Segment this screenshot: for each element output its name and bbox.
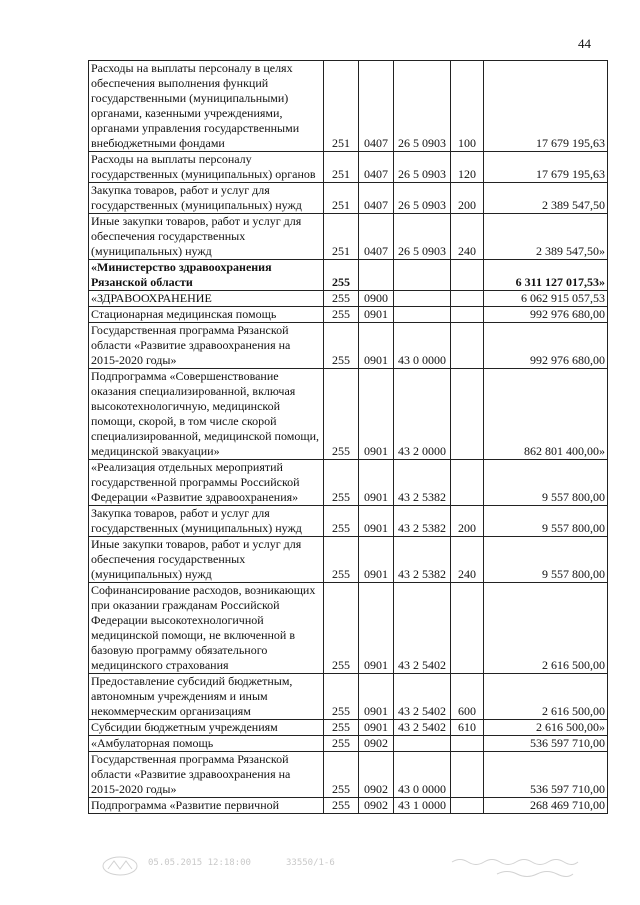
table-row <box>89 720 608 736</box>
footer-code: 33550/1-6 <box>286 858 335 868</box>
table-row <box>89 307 608 323</box>
section-code-cell: 0902 <box>359 798 394 814</box>
ministry-code-cell: 255 <box>324 260 359 291</box>
ministry-code-cell: 255 <box>324 752 359 798</box>
table-row <box>89 674 608 720</box>
table-row <box>89 183 608 214</box>
table-row <box>89 260 608 291</box>
row-name-cell: «Амбулаторная помощь <box>89 736 324 752</box>
section-code-cell: 0901 <box>359 674 394 720</box>
expense-type-cell <box>451 583 484 674</box>
ministry-code-cell: 251 <box>324 214 359 260</box>
ministry-code-cell: 255 <box>324 291 359 307</box>
amount-cell: 268 469 710,00 <box>484 798 608 814</box>
target-code-cell: 43 1 0000 <box>394 798 451 814</box>
row-name-cell: Стационарная медицинская помощь <box>89 307 324 323</box>
target-code-cell: 26 5 0903 <box>394 152 451 183</box>
expense-type-cell <box>451 798 484 814</box>
row-name-cell: «Министерство здравоохранения Рязанской области <box>89 260 324 291</box>
target-code-cell: 43 0 0000 <box>394 752 451 798</box>
ministry-code-cell: 255 <box>324 323 359 369</box>
table-row <box>89 583 608 674</box>
target-code-cell: 26 5 0903 <box>394 214 451 260</box>
section-code-cell <box>359 260 394 291</box>
amount-cell: 9 557 800,00 <box>484 537 608 583</box>
amount-cell: 17 679 195,63 <box>484 152 608 183</box>
target-code-cell <box>394 307 451 323</box>
expense-type-cell <box>451 291 484 307</box>
row-name-cell: Предоставление субсидий бюджетным, автономным учреждениям и иным некоммерческим организациям <box>89 674 324 720</box>
row-name-cell: Закупка товаров, работ и услуг для государственных (муниципальных) нужд <box>89 183 324 214</box>
section-code-cell: 0901 <box>359 369 394 460</box>
table-row <box>89 537 608 583</box>
row-name-cell: «Реализация отдельных мероприятий государственной программы Российской Федерации «Развитие здравоохранения» <box>89 460 324 506</box>
target-code-cell: 43 0 0000 <box>394 323 451 369</box>
ministry-code-cell: 251 <box>324 183 359 214</box>
row-name-cell: Иные закупки товаров, работ и услуг для обеспечения государственных (муниципальных) нужд <box>89 537 324 583</box>
expense-type-cell: 240 <box>451 214 484 260</box>
expense-type-cell <box>451 369 484 460</box>
section-code-cell: 0901 <box>359 583 394 674</box>
target-code-cell: 26 5 0903 <box>394 183 451 214</box>
target-code-cell <box>394 736 451 752</box>
row-name-cell: Подпрограмма «Развитие первичной <box>89 798 324 814</box>
amount-cell: 17 679 195,63 <box>484 61 608 152</box>
section-code-cell: 0901 <box>359 307 394 323</box>
row-name-cell: Закупка товаров, работ и услуг для государственных (муниципальных) нужд <box>89 506 324 537</box>
expense-type-cell: 240 <box>451 537 484 583</box>
amount-cell: 2 389 547,50 <box>484 183 608 214</box>
ministry-code-cell: 251 <box>324 61 359 152</box>
amount-cell: 536 597 710,00 <box>484 752 608 798</box>
table-row <box>89 736 608 752</box>
row-name-cell: Иные закупки товаров, работ и услуг для обеспечения государственных (муниципальных) нужд <box>89 214 324 260</box>
ministry-code-cell: 255 <box>324 583 359 674</box>
row-name-cell: «ЗДРАВООХРАНЕНИЕ <box>89 291 324 307</box>
table-row <box>89 291 608 307</box>
footer-date: 05.05.2015 12:18:00 <box>148 858 251 868</box>
table-row <box>89 214 608 260</box>
target-code-cell: 43 2 5382 <box>394 506 451 537</box>
expense-type-cell: 100 <box>451 61 484 152</box>
expense-type-cell: 120 <box>451 152 484 183</box>
table-row <box>89 323 608 369</box>
signature-mark-icon <box>495 868 575 881</box>
row-name-cell: Расходы на выплаты персоналу государственных (муниципальных) органов <box>89 152 324 183</box>
table-row <box>89 752 608 798</box>
target-code-cell <box>394 291 451 307</box>
amount-cell: 992 976 680,00 <box>484 323 608 369</box>
ministry-code-cell: 255 <box>324 369 359 460</box>
target-code-cell: 43 2 0000 <box>394 369 451 460</box>
expense-type-cell: 610 <box>451 720 484 736</box>
section-code-cell: 0902 <box>359 736 394 752</box>
section-code-cell: 0901 <box>359 537 394 583</box>
amount-cell: 6 311 127 017,53» <box>484 260 608 291</box>
target-code-cell <box>394 260 451 291</box>
target-code-cell: 43 2 5402 <box>394 583 451 674</box>
row-name-cell: Государственная программа Рязанской области «Развитие здравоохранения на 2015-2020 годы» <box>89 323 324 369</box>
expense-type-cell: 200 <box>451 183 484 214</box>
page-number: 44 <box>578 36 591 51</box>
section-code-cell: 0900 <box>359 291 394 307</box>
expense-type-cell <box>451 323 484 369</box>
expense-type-cell <box>451 752 484 798</box>
ministry-code-cell: 255 <box>324 460 359 506</box>
target-code-cell: 43 2 5402 <box>394 720 451 736</box>
section-code-cell: 0407 <box>359 183 394 214</box>
row-name-cell: Софинансирование расходов, возникающих при оказании гражданам Российской Федерации высокотехнологичной медицинской помощи, не включенной в базовую программу обязательного медицинского страхования <box>89 583 324 674</box>
target-code-cell: 43 2 5382 <box>394 460 451 506</box>
ministry-code-cell: 255 <box>324 537 359 583</box>
amount-cell: 536 597 710,00 <box>484 736 608 752</box>
expense-type-cell: 200 <box>451 506 484 537</box>
table-row <box>89 61 608 152</box>
row-name-cell: Субсидии бюджетным учреждениям <box>89 720 324 736</box>
amount-cell: 992 976 680,00 <box>484 307 608 323</box>
amount-cell: 2 389 547,50» <box>484 214 608 260</box>
ministry-code-cell: 255 <box>324 307 359 323</box>
table-row <box>89 369 608 460</box>
table-row <box>89 506 608 537</box>
section-code-cell: 0407 <box>359 152 394 183</box>
ministry-code-cell: 255 <box>324 736 359 752</box>
table-row <box>89 152 608 183</box>
target-code-cell: 43 2 5382 <box>394 537 451 583</box>
target-code-cell: 43 2 5402 <box>394 674 451 720</box>
expense-type-cell <box>451 260 484 291</box>
budget-table-body <box>89 61 608 814</box>
amount-cell: 9 557 800,00 <box>484 506 608 537</box>
footer-watermark <box>0 855 640 895</box>
section-code-cell: 0902 <box>359 752 394 798</box>
stamp-icon <box>100 855 140 880</box>
amount-cell: 9 557 800,00 <box>484 460 608 506</box>
target-code-cell: 26 5 0903 <box>394 61 451 152</box>
row-name-cell: Расходы на выплаты персоналу в целях обеспечения выполнения функций государственными (муниципальными) органами, казенными учреждениями, органами управления государственными внебюджетными фондами <box>89 61 324 152</box>
row-name-cell: Подпрограмма «Совершенствование оказания специализированной, включая высокотехнологичную, медицинской помощи, скорой, в том числе скорой специализированной, медицинской помощи, медицинской эвакуации» <box>89 369 324 460</box>
expense-type-cell <box>451 736 484 752</box>
expense-type-cell <box>451 460 484 506</box>
section-code-cell: 0407 <box>359 214 394 260</box>
ministry-code-cell: 251 <box>324 152 359 183</box>
amount-cell: 862 801 400,00» <box>484 369 608 460</box>
table-row <box>89 798 608 814</box>
amount-cell: 2 616 500,00 <box>484 583 608 674</box>
section-code-cell: 0901 <box>359 720 394 736</box>
ministry-code-cell: 255 <box>324 798 359 814</box>
amount-cell: 2 616 500,00» <box>484 720 608 736</box>
ministry-code-cell: 255 <box>324 674 359 720</box>
expense-type-cell: 600 <box>451 674 484 720</box>
expense-type-cell <box>451 307 484 323</box>
amount-cell: 2 616 500,00 <box>484 674 608 720</box>
budget-table <box>88 60 608 814</box>
section-code-cell: 0407 <box>359 61 394 152</box>
section-code-cell: 0901 <box>359 460 394 506</box>
ministry-code-cell: 255 <box>324 506 359 537</box>
section-code-cell: 0901 <box>359 323 394 369</box>
ministry-code-cell: 255 <box>324 720 359 736</box>
amount-cell: 6 062 915 057,53 <box>484 291 608 307</box>
section-code-cell: 0901 <box>359 506 394 537</box>
table-row <box>89 460 608 506</box>
row-name-cell: Государственная программа Рязанской области «Развитие здравоохранения на 2015-2020 годы» <box>89 752 324 798</box>
